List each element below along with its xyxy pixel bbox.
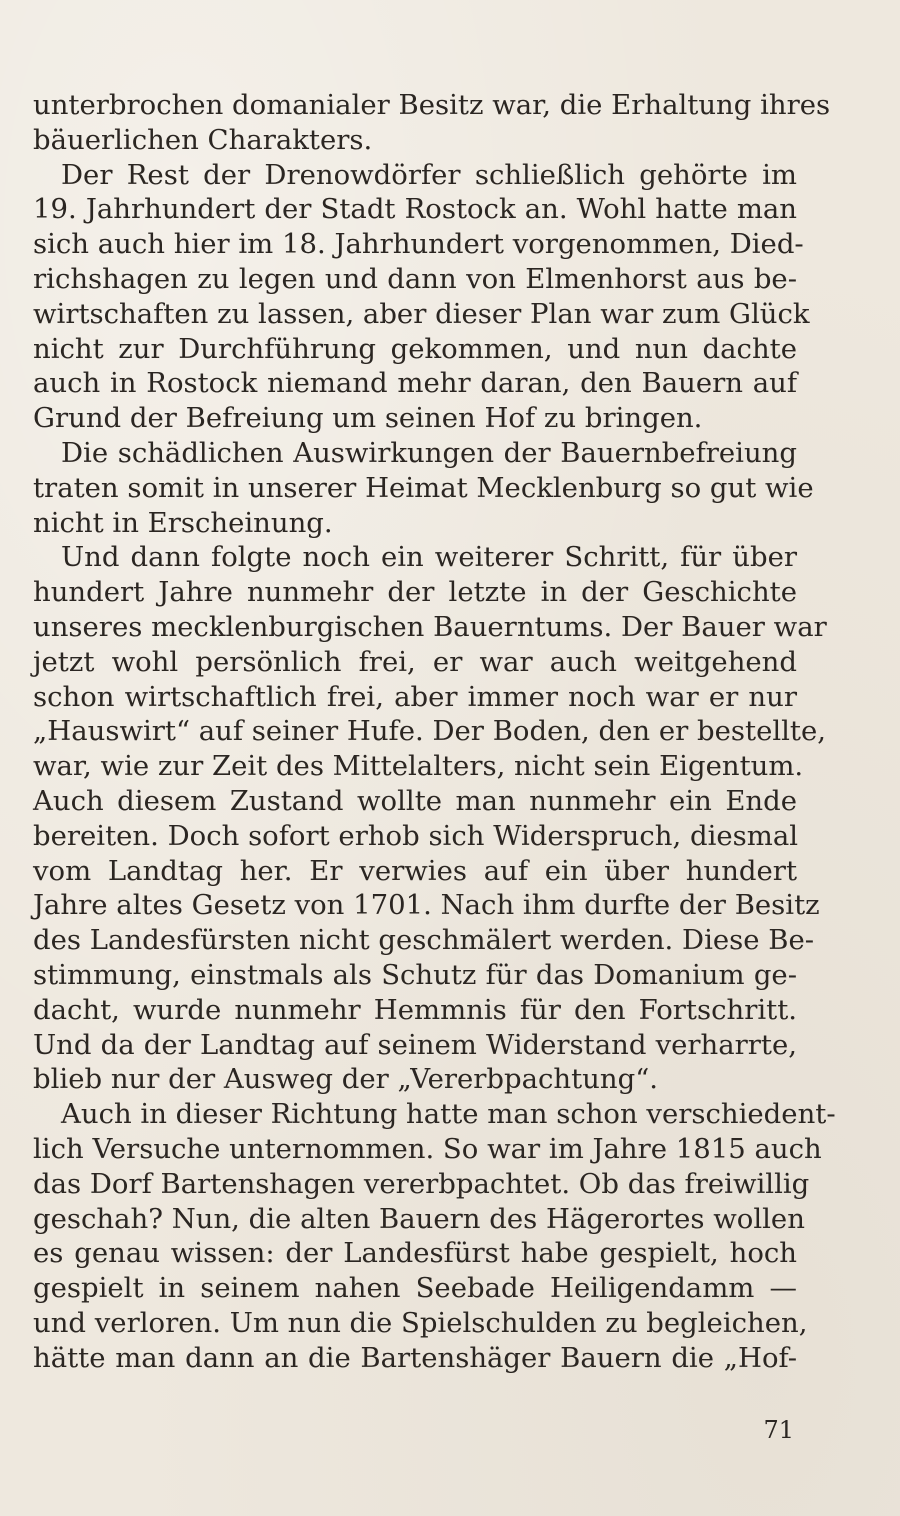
text-line: Der Rest der Drenowdörfer schließlich gehörte im [61,158,797,191]
text-line: jetzt wohl persönlich frei, er war auch weitgehend [33,645,797,678]
text-line: schon wirtschaftlich frei, aber immer noch war er nur [33,680,797,713]
text-line: blieb nur der Ausweg der „Vererbpachtung“. [33,1063,659,1096]
text-line: Und da der Landtag auf seinem Widerstand verharrte, [33,1028,797,1061]
text-line: unterbrochen domanialer Besitz war, die Erhaltung ihres [33,89,831,121]
text-line: das Dorf Bartenshagen vererbpachtet. Ob das freiwillig [33,1167,810,1200]
page-number: 71 [763,1416,794,1444]
text-line: stimmung, einstmals als Schutz für das Domanium ge- [33,958,797,991]
text-line: traten somit in unserer Heimat Mecklenburg so gut wie [33,471,814,504]
text-line: es genau wissen: der Landesfürst habe gespielt, hoch [33,1237,797,1270]
text-line: und verloren. Um nun die Spielschulden zu begleichen, [33,1306,808,1339]
text-line: des Landesfürsten nicht geschmälert werden. Diese Be- [33,924,815,957]
text-line: unseres mecklenburgischen Bauerntums. Der Bauer war [33,610,827,643]
text-line: vom Landtag her. Er verwies auf ein über hundert [33,854,797,887]
text-line: hundert Jahre nunmehr der letzte in der Geschichte [33,576,797,609]
text-line: gespielt in seinem nahen Seebade Heiligendamm — [33,1272,797,1305]
text-line: Auch in dieser Richtung hatte man schon verschiedent- [61,1098,836,1131]
text-line: auch in Rostock niemand mehr daran, den Bauern auf [33,367,797,400]
text-line: 19. Jahrhundert der Stadt Rostock an. Wohl hatte man [33,193,797,226]
text-line: bereiten. Doch sofort erhob sich Widerspruch, diesmal [33,819,799,852]
text-line: dacht, wurde nunmehr Hemmnis für den Fortschritt. [33,993,797,1026]
text-line: Jahre altes Gesetz von 1701. Nach ihm durfte der Besitz [33,889,820,922]
text-line: geschah? Nun, die alten Bauern des Hägerortes wollen [33,1202,805,1235]
text-line: Grund der Befreiung um seinen Hof zu bringen. [33,402,703,435]
text-line: nicht zur Durchführung gekommen, und nun dachte [33,332,797,365]
text-line: war, wie zur Zeit des Mittelalters, nicht sein Eigentum. [33,750,804,783]
text-line: Auch diesem Zustand wollte man nunmehr ein Ende [33,784,797,817]
text-line: Und dann folgte noch ein weiterer Schritt, für über [61,541,797,574]
text-line: nicht in Erscheinung. [33,506,333,539]
text-line: lich Versuche unternommen. So war im Jahre 1815 auch [33,1132,822,1165]
text-line: „Hauswirt“ auf seiner Hufe. Der Boden, den er bestellte, [33,715,827,748]
text-line: hätte man dann an die Bartenshäger Bauern die „Hof- [33,1341,797,1374]
text-line: Die schädlichen Auswirkungen der Bauernbefreiung [61,436,797,469]
text-line: sich auch hier im 18. Jahrhundert vorgenommen, Died- [33,228,804,261]
text-line: richshagen zu legen und dann von Elmenhorst aus be- [33,262,797,295]
body-text [33,88,836,1375]
text-line: bäuerlichen Charakters. [33,123,373,156]
text-line: wirtschaften zu lassen, aber dieser Plan war zum Glück [33,297,810,330]
